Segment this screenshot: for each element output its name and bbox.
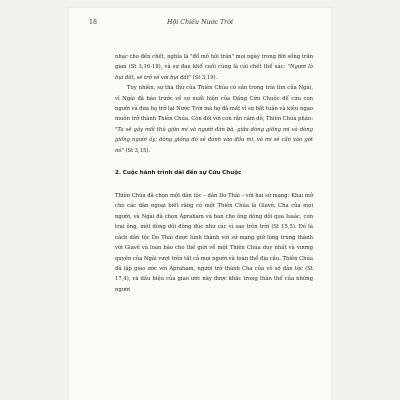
running-title: Hội Chiếu Nước Trời: [166, 19, 234, 26]
scripture-quote: "Ngươi là bụi đất, sẽ trở về với bụi đất": [115, 64, 313, 81]
paragraph-text: nhạc cho đến chết, nghĩa là "đổ mồ hôi trán" mọi ngày trong đời sống trần gian (St 3,16-18), và sự đau khổ cuối cùng là cái chết thể xác:: [115, 54, 313, 71]
scripture-quote: "Ta sẽ gây mối thù giữa mi và người đàn bà, giữa dòng giống mi và dòng giống người ấy; dòng giống đó sẽ đánh vào đầu mi, và mi sẽ cắn vào gót nó": [115, 126, 313, 154]
paragraph-text: Tuy nhiên, sự tha thứ của Thiên Chúa có sẵn trong trái tim của Ngài, vì Ngài đã báo trước về sự xuất hiện của Đấng Cứu Chuộc để cứu con người và đưa họ trở lại Nước Trời mà họ đã mất vì sự bất tuân và kiêu ngạo muốn trở thành Thiên Chúa. Còn đối với con rắn cám dỗ, Thiên Chúa phán:: [115, 85, 313, 123]
book-page: [69, 8, 331, 400]
paragraph-chosen-people: Thiên Chúa đã chọn một dân tộc – dân Do Thái – với hai sứ mạng: Khai mở cho các dân ngoại biết rằng có một Thiên Chúa là Giavê, Cha của mọi người, và Ngài đã chọn Ápraham và ban cho ông dòng dõi qua Isaác, con trai ông, một dòng dõi đông đúc như các vì sao trên trời (St 15,5). Đó là cách dân tộc Do Thái được hình thành với sứ mạng giữ lòng trung thành với Giavê và loan báo cho thế giới về một Thiên Chúa duy nhất và vương quyền của Ngài vượt trên tất cả mọi người và toàn thể địa cầu. Thiên Chúa đã lập giao ước với Ápraham, người trở thành Cha của vô số dân tộc (St 17,4), và dấu hiệu của giao ước này được khắc trong thân thể của những người: [115, 193, 313, 293]
paragraph-continuation: [115, 52, 313, 83]
section-spacer: [115, 156, 313, 168]
scripture-reference: (St 3,15).: [123, 147, 151, 154]
paragraph-forgiveness: [115, 83, 313, 156]
section-spacer: [115, 179, 313, 191]
page-content: [115, 52, 313, 295]
scripture-reference: (St 3,19).: [191, 74, 218, 81]
page-header: [89, 19, 311, 31]
page-number: 18: [89, 19, 98, 26]
section-heading: 2. Cuộc hành trình dài đến sự Cứu Chuộc: [115, 170, 242, 177]
